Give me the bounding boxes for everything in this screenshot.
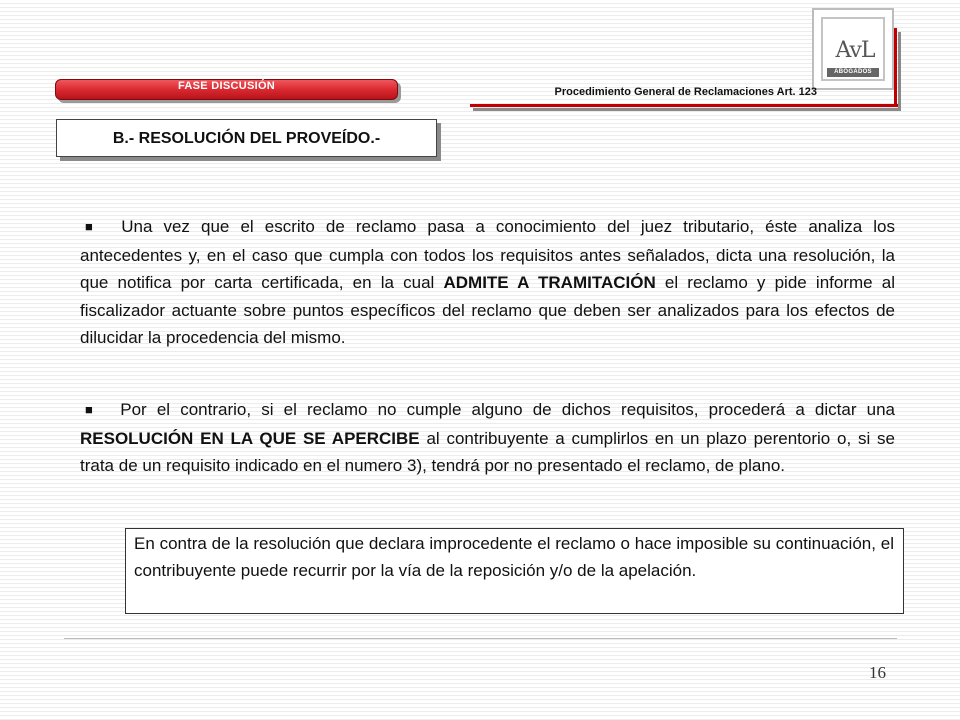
paragraph-text: Por el contrario, si el reclamo no cumple alguno de dichos requisitos, procederá a dictar una (120, 400, 895, 419)
paragraph-text: el reclamo y pide informe al fiscalizador actuante sobre puntos específicos del reclamo que deben ser analizados para los efectos de dilucidar la procedencia del mismo. (80, 273, 896, 347)
bullet-square-icon: ■ (85, 219, 100, 234)
frame-right-line (894, 28, 897, 107)
paragraph-text: al contribuyente a cumplirlos en un plazo perentorio o, si se trata de un requisito indicado en el numero 3), tendrá por no presentado el reclamo, de plano. (80, 428, 895, 475)
paragraph-warning (80, 396, 895, 480)
bullet-square-icon: ■ (85, 402, 99, 417)
phase-label: FASE DISCUSIÓN (177, 80, 276, 92)
logo-inner-frame (821, 17, 885, 81)
paragraph-emphasis: ADMITE A TRAMITACIÓN (443, 273, 656, 292)
paragraph-emphasis: RESOLUCIÓN EN LA QUE SE APERCIBE (80, 428, 420, 448)
frame-top-shadow (473, 108, 900, 111)
paragraph-text: Una vez que el escrito de reclamo pasa a conocimiento del juez tributario, éste analiza los antecedentes y, en el caso que cumpla con todos los requisitos antes señalados, dicta una resolución, la que notifica por carta certificada, en la cual (80, 217, 896, 292)
firm-logo (812, 8, 894, 90)
page-number: 16 (869, 663, 886, 682)
logo-subtitle: ABOGADOS (834, 69, 872, 75)
note-text: En contra de la resolución que declara improcedente el reclamo o hace imposible su continuación, el contribuyente puede recurrir por la vía de la reposición y/o de la apelación. (134, 534, 894, 580)
paragraph-admission (80, 213, 895, 352)
frame-right-shadow (898, 32, 901, 111)
logo-monogram: AvL (835, 38, 875, 63)
footer-divider (64, 638, 897, 639)
section-title: B.- RESOLUCIÓN DEL PROVEÍDO.- (112, 130, 381, 147)
frame-top-line (470, 104, 898, 107)
procedure-title: Procedimiento General de Reclamaciones Art. 123 (554, 86, 817, 98)
